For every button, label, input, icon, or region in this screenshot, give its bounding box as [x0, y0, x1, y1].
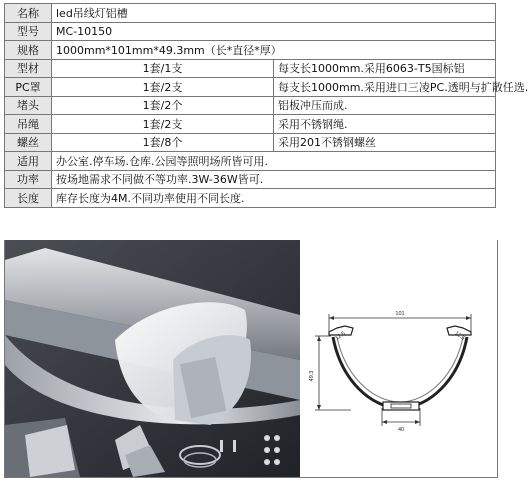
row-value: 采用201不锈钢螺丝: [274, 133, 496, 152]
spec-row-name: [5, 4, 496, 23]
row-label: 规格: [5, 41, 52, 60]
row-label: 长度: [5, 189, 52, 208]
row-value: 库存长度为4M.不同功率使用不同长度.: [52, 189, 496, 208]
row-value: 按场地需求不同做不等功率.3W-36W皆可.: [52, 170, 496, 189]
row-label: 名称: [5, 4, 52, 23]
row-qty: 1套/2支: [52, 115, 274, 134]
row-value: led吊线灯铝槽: [52, 4, 496, 23]
bottom-dimension: 40: [397, 427, 405, 433]
row-label: PC罩: [5, 78, 52, 97]
product-photo: [5, 240, 300, 477]
row-label: 吊绳: [5, 115, 52, 134]
spec-row-power: [5, 170, 496, 189]
spec-table: [4, 3, 528, 208]
spec-row-pc-cover: [5, 78, 496, 97]
width-dimension: 101: [395, 311, 405, 317]
spec-row-model: [5, 22, 496, 41]
spec-row-length: [5, 189, 496, 208]
profile-dimension-diagram: [301, 240, 497, 477]
row-value: 办公室.停车场.仓库.公园等照明场所皆可用.: [52, 152, 496, 171]
row-value: MC-10150: [52, 22, 496, 41]
spec-row-profile: [5, 59, 496, 78]
spec-row-screw: [5, 133, 496, 152]
row-qty: 1套/1支: [52, 59, 274, 78]
row-label: 功率: [5, 170, 52, 189]
row-qty: 1套/8个: [52, 133, 274, 152]
spec-row-usage: [5, 152, 496, 171]
spec-row-size: [5, 41, 496, 60]
row-label: 适用: [5, 152, 52, 171]
row-label: 型号: [5, 22, 52, 41]
row-label: 堵头: [5, 96, 52, 115]
row-qty: 1套/2支: [52, 78, 274, 97]
row-label: 型材: [5, 59, 52, 78]
row-qty: 1套/2个: [52, 96, 274, 115]
row-value: 每支长1000mm.采用进口三凌PC.透明与扩散任选.: [274, 78, 496, 97]
spec-sheet: [4, 3, 528, 208]
product-images: [4, 240, 498, 478]
right-channel-dimension: 12.5: [453, 330, 466, 342]
cross-section-drawing: [301, 240, 497, 477]
height-dimension: 49.3: [309, 370, 315, 382]
row-value: 每支长1000mm.采用6063-T5国标铝: [274, 59, 496, 78]
spec-row-end-cap: [5, 96, 496, 115]
spec-row-cable: [5, 115, 496, 134]
row-value: 铝板冲压而成.: [274, 96, 496, 115]
row-value: 采用不锈钢绳.: [274, 115, 496, 134]
row-label: 螺丝: [5, 133, 52, 152]
aluminum-profile-photo: [5, 240, 300, 477]
row-value: 1000mm*101mm*49.3mm（长*直径*厚）: [52, 41, 496, 60]
left-channel-dimension: 12.5: [334, 330, 347, 342]
